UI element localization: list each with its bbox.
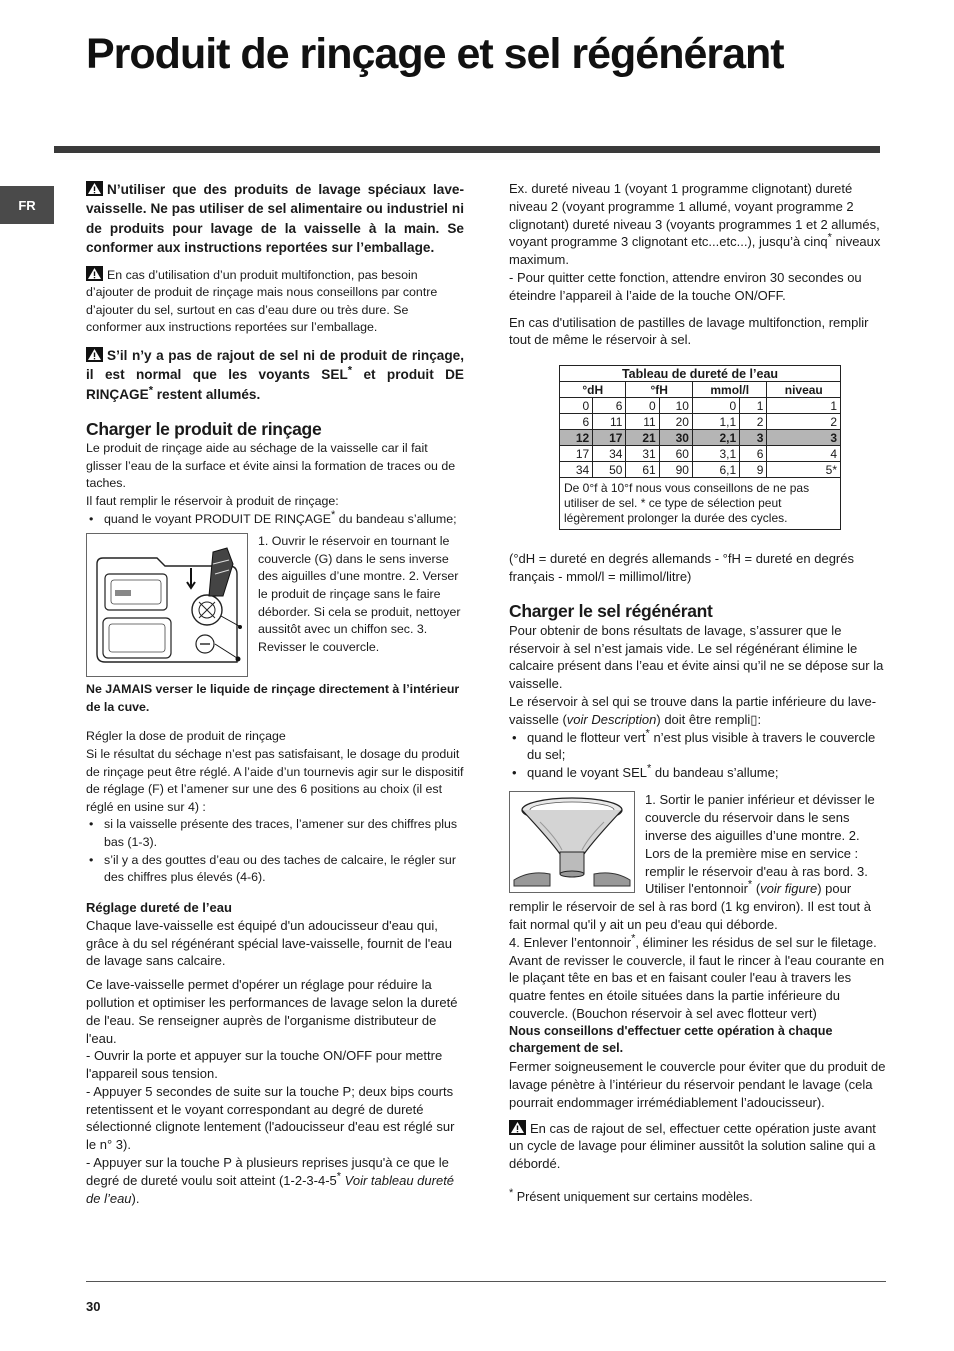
hardness-p1: Chaque lave-vaisselle est équipé d'un adoucisseur d'eau qui, grâce à du sel régénérant spécial lave-vaisselle, fournit de l'eau de lavage sans calcaire. <box>86 917 452 969</box>
salt-heading: Charger le sel régénérant <box>509 600 713 621</box>
warning-icon <box>86 181 103 196</box>
table-row: 34 50 61 90 6,1 9 5* <box>560 462 841 478</box>
footer-divider <box>86 1281 886 1282</box>
table-header: °fH <box>626 382 692 398</box>
table-note: De 0°f à 10°f nous vous conseillons de ne pas utiliser de sel. * ce type de sélection peut légèrement prolonger la durée des cycles. <box>560 478 841 530</box>
funnel-illustration <box>509 791 635 893</box>
salt-figure-block <box>509 791 887 933</box>
list-item: • quand le flotteur vert* n’est plus visible à travers le couvercle du sel; <box>509 729 887 764</box>
rinse-never-warning: Ne JAMAIS verser le liquide de rinçage directement à l’intérieur de la cuve. <box>86 682 460 714</box>
list-item: • quand le voyant SEL* du bandeau s’allume; <box>509 764 887 782</box>
rinse-dispenser-illustration <box>86 533 248 677</box>
table-caption: Tableau de dureté de l’eau <box>560 366 841 382</box>
page-number: 30 <box>86 1299 101 1314</box>
warning-icon <box>86 266 103 281</box>
table-row: 17 34 31 60 3,1 6 4 <box>560 446 841 462</box>
hardness-p5: - Appuyer sur la touche P à plusieurs reprises jusqu'à ce que le degré de dureté voulu soit atteint (1-2-3-4-5* Voir tableau dureté de l’eau). <box>86 1155 455 1206</box>
table-header: niveau <box>767 382 841 398</box>
warning-block-2 <box>86 266 464 337</box>
title-divider <box>54 146 880 153</box>
salt-p5: Fermer soigneusement le couvercle pour éviter que du produit de lavage pénètre à l’intérieur du réservoir pendant le lavage (cela pourrait endommager irrémédiablement l’adoucisseur). <box>509 1059 886 1110</box>
rinse-figure-block <box>86 533 464 716</box>
dose-bullets <box>86 816 464 886</box>
warning-block-1 <box>86 180 464 258</box>
hardness-table <box>559 365 841 530</box>
salt-warning: En cas de rajout de sel, effectuer cette opération juste avant un cycle de lavage pour éliminer aussitôt la solution saline qui a débordé. <box>509 1120 876 1172</box>
rinse-steps: 1. Ouvrir le réservoir en tournant le couvercle (G) dans le sens inverse des aiguilles d’une montre. 2. Verser le produit de rinçage sans le faire déborder. Si cela se produit, nettoyer aussitôt avec un chiffon sec. 3. Revisser le couvercle. <box>258 534 461 654</box>
salt-steps: 1. Sortir le panier inférieur et dévisser le couvercle du réservoir dans le sens inverse des aiguilles d’une montre. 2. Lors de la première mise en service : remplir le réservoir d'eau à ras bord. 3. Utiliser l'entonnoir* (voir figure) pour remplir le réservoir de sel à ras bord (1 kg environ). Il est tout à fait normal qu'il y ait un peu d'eau qui déborde. <box>509 792 875 932</box>
right-column <box>509 180 887 1207</box>
units-legend: (°dH = dureté en degrés allemands - °fH = dureté en degrés français - mmol/l = millimol/litre) <box>509 551 854 584</box>
rinse-bullets <box>86 508 464 529</box>
warning-icon <box>86 347 103 362</box>
list-item: • si la vaisselle présente des traces, l’amener sur des chiffres plus bas (1-3). <box>86 816 464 851</box>
table-row: 6 11 11 20 1,1 2 2 <box>560 414 841 430</box>
warning-text-2: En cas d’utilisation d’un produit multifonction, pas besoin d’ajouter de produit de rinçage mais nous conseillons par contre d’ajouter du sel, surtout en cas d’eau dure ou très dure. Se conformer aux instructions reportées sur l’emballage. <box>86 267 438 335</box>
warning-icon <box>509 1120 526 1135</box>
table-header: mmol/l <box>692 382 767 398</box>
multifunction-tablets: En cas d'utilisation de pastilles de lavage multifonction, remplir tout de même le réservoir à sel. <box>509 314 869 348</box>
levels-example: Ex. dureté niveau 1 (voyant 1 programme clignotant) dureté niveau 2 (voyant programme 1 allumé, voyant programme 2 clignotant) dureté niveau 3 (voyants programmes 1 et 2 allumés, voyant programme 3 clignotant etc...etc...), jusqu’à cinq* niveaux maximum. <box>509 181 881 268</box>
rinse-heading: Charger le produit de rinçage <box>86 419 322 440</box>
salt-p2: Le réservoir à sel qui se trouve dans la partie inférieure du lave-vaisselle (voir Description) doit être rempli▯: <box>509 693 877 727</box>
left-column <box>86 180 464 1207</box>
salt-p1: Pour obtenir de bons résultats de lavage, s’assurer que le réservoir à sel n’est jamais vide. Le sel régénérant élimine le calcaire présent dans l’eau et évite ainsi qu’il ne se dépose sur la vaisselle. <box>509 622 884 692</box>
table-row-highlighted: 12 17 21 30 2,1 3 3 <box>560 430 841 446</box>
hardness-p2: Ce lave-vaisselle permet d'opérer un réglage pour réduire la pollution et optimiser les performances de lavage selon la dureté de l'eau. Se renseigner auprès de l'organisme distributeur de l'eau. <box>86 977 458 1046</box>
salt-advice: Nous conseillons d'effectuer cette opération à chaque chargement de sel. <box>509 1023 833 1056</box>
hardness-p4: - Appuyer 5 secondes de suite sur la touche P; deux bips courts retentissent et le voyant correspondant au degré de dureté sélectionné clignote lentement (l'adoucisseur d'eau est réglé sur le n° 3). <box>86 1083 455 1153</box>
list-item: • s’il y a des gouttes d’eau ou des taches de calcaire, le régler sur des chiffres plus élevés (4-6). <box>86 852 464 887</box>
hardness-heading: Réglage dureté de l’eau <box>86 899 232 915</box>
table-header: °dH <box>560 382 626 398</box>
salt-bullets <box>509 729 887 782</box>
warning-block-3: S’il n’y a pas de rajout de sel ni de produit de rinçage, il est normal que les voyants SEL* et produit DE RINÇAGE* restent allumés. <box>86 348 464 402</box>
footnote: * Présent uniquement sur certains modèles. <box>509 1186 753 1205</box>
rinse-intro: Le produit de rinçage aide au séchage de la vaisselle car il fait glisser l’eau de la surface et évite ainsi la formation de traces ou de taches. <box>86 441 456 491</box>
table-row: 0 6 0 10 0 1 1 <box>560 398 841 414</box>
rinse-fill-intro: Il faut remplir le réservoir à produit de rinçage: <box>86 494 339 508</box>
list-item: • quand le voyant PRODUIT DE RINÇAGE* du bandeau s’allume; <box>86 511 464 529</box>
dose-heading: Régler la dose de produit de rinçage <box>86 729 286 744</box>
salt-p4: 4. Enlever l’entonnoir*, éliminer les résidus de sel sur le filetage. Avant de revisser le couvercle, il faut le rincer à l'eau courante en le plaçant tête en bas et en faisant couler l'eau à travers les quatre fentes en étoile situées dans la partie inférieure du couvercle. (Bouchon réservoir à sel avec flotteur vert) <box>509 932 885 1021</box>
language-tab: FR <box>0 186 54 224</box>
exit-function: - Pour quitter cette fonction, attendre environ 30 secondes ou éteindre l’appareil à l’aide de la touche ON/OFF. <box>509 269 862 303</box>
dose-paragraph: Si le résultat du séchage n’est pas satisfaisant, le dosage du produit de rinçage peut être réglé. A l’aide d’un tournevis agir sur le dispositif de réglage (F) et l’amener sur une des 6 positions au choix (il est réglé en usine sur 4) : <box>86 746 464 814</box>
warning-text-1: N’utiliser que des produits de lavage spéciaux lave-vaisselle. Ne pas utiliser de sel alimentaire ou industriel ni de produits pour lavage de la vaisselle à la main. Se conformer aux instructions reportées sur l’emballage. <box>86 182 464 256</box>
page-title: Produit de rinçage et sel régénérant <box>86 30 784 78</box>
hardness-p3: - Ouvrir la porte et appuyer sur la touche ON/OFF pour mettre l'appareil sous tension. <box>86 1048 443 1082</box>
